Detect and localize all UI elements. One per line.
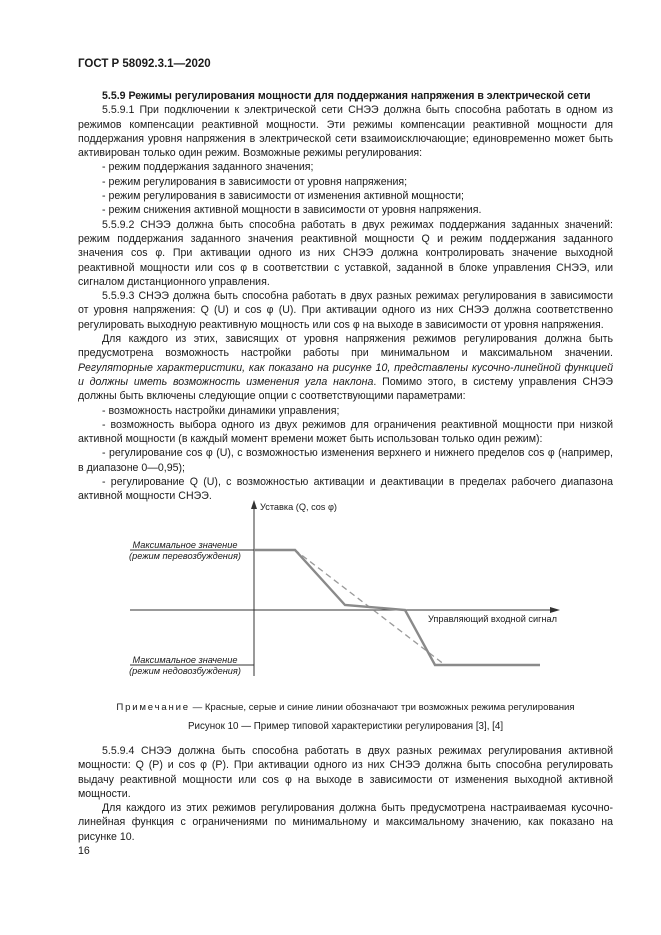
section-title: 5.5.9 Режимы регулирования мощности для поддержания напряжения в электрической сети [102,90,591,102]
min-value-label-line1: Максимальное значение [132,655,238,665]
max-value-label [120,540,250,562]
paragraph-modes-part2: . Помимо этого, в систему управления СНЭЭ должны быть включены следующие опции с соответствующими параметрами: [78,375,613,403]
x-axis-arrow [550,607,560,613]
list-item: - регулирование Q (U), с возможностью активации и деактивации в пределах рабочего диапазона активной мощности СНЭЭ. [78,476,613,503]
y-axis-arrow [251,500,257,509]
paragraph-modes-italic: Регуляторные характеристики, как показано на рисунке 10, представлены кусочно-линейной функцией и должны иметь возможность изменения угла наклона [78,361,613,388]
paragraph-piecewise: Для каждого из этих режимов регулирования должна быть предусмотрена настраиваемая кусочно-линейная функция с ограничениями по минимальному и максимальному значению, как показано на рисунке 10. [78,802,613,843]
piecewise-characteristic-line [254,550,540,665]
list-item: - режим поддержания заданного значения; [102,161,314,174]
figure-10 [110,500,580,680]
max-value-label-line2: (режим перевозбуждения) [129,551,241,561]
list-item: - возможность настройки динамики управления; [102,404,340,417]
figure-caption: Рисунок 10 — Пример типовой характеристики регулирования [3], [4] [187,721,504,732]
min-value-label [120,655,250,677]
list-item: - режим регулирования в зависимости от изменения активной мощности; [102,190,464,203]
section-block-2 [78,744,613,844]
paragraph-5-5-9-4: 5.5.9.4 СНЭЭ должна быть способна работать в двух разных режимах регулирования активной мощности: Q (P) и cos φ (P). При активации одного из них СНЭЭ должна быть способна регулировать выдачу реактивной мощности или cos φ на выходе в зависимости от изменения выходной активной мощности. [78,745,613,800]
paragraph-modes [78,332,613,403]
note-text: — Красные, серые и синие линии обозначают три возможных режима регулирования [189,702,575,713]
note-prefix: Примечание [116,702,190,713]
paragraph-5-5-9-3: 5.5.9.3 СНЭЭ должна быть способна работать в двух разных режимах регулирования в зависимости от уровня напряжения: Q (U) и cos φ (U). При активации одного из них СНЭЭ должна соответственно регулировать выходную реактивную мощность или cos φ на выходе в зависимости от уровня напряжения. [78,290,613,331]
paragraph-5-5-9-2: 5.5.9.2 СНЭЭ должна быть способна работать в двух режимах поддержания заданных значений: режим поддержания заданного значения реактивной мощности Q и режим поддержания заданного значения cos φ. При активации одного из них СНЭЭ должна контролировать значение выходной реактивной мощности или cos φ в соответствии с уставкой, заданной в блоке управления СНЭЭ, или сигналом дистанционного управления. [78,218,613,288]
regulation-characteristic-diagram [110,500,580,680]
paragraph-5-5-9-1: 5.5.9.1 При подключении к электрической сети СНЭЭ должна быть способна работать в одном из режимов компенсации реактивной мощности. Эти режимы компенсации реактивной мощности для поддержания уровня напряжения в электрической сети взаимоисключающие; единовременно может быть активирован только один режим. Возможные режимы регулирования: [78,104,613,160]
y-axis-label: Уставка (Q, cos φ) [260,502,337,512]
dashed-characteristic-line [254,550,445,665]
section-block-1 [78,89,613,504]
list-item: - возможность выбора одного из двух режимов для ограничения реактивной мощности при низкой активной мощности (в каждый момент времени может быть использован только один режим): [78,418,613,446]
list-item: - регулирование cos φ (U), с возможностью изменения верхнего и нижнего пределов cos φ (например, в диапазоне 0—0,95); [78,447,613,474]
min-value-label-line2: (режим недовозбуждения) [129,666,241,676]
max-value-label-line1: Максимальное значение [132,540,238,550]
page-number: 16 [78,845,90,857]
list-item: - режим регулирования в зависимости от уровня напряжения; [102,175,408,188]
paragraph-modes-part1: Для каждого из этих, зависящих от уровня напряжения режимов регулирования должна быть предусмотрена возможность настройки работы при минимальном и максимальном значении. [78,333,613,360]
figure-note [78,702,613,713]
document-header: ГОСТ Р 58092.3.1—2020 [78,58,211,70]
list-item: - режим снижения активной мощности в зависимости от уровня напряжения. [102,204,482,217]
x-axis-label: Управляющий входной сигнал [428,614,558,624]
